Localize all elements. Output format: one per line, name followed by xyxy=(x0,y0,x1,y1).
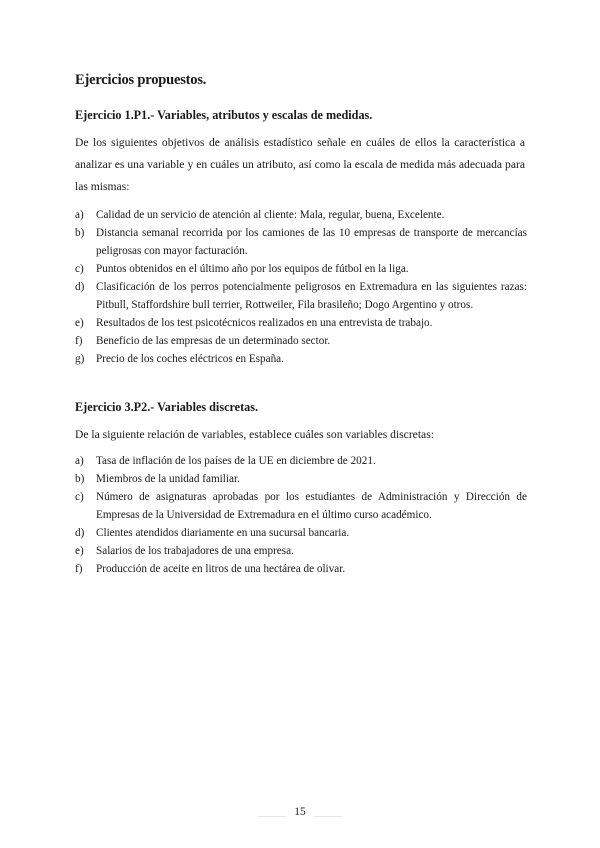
list-item-marker: g) xyxy=(75,353,85,365)
list-item-marker: f) xyxy=(75,335,83,347)
list-item xyxy=(75,260,527,278)
exercise-3-title: Ejercicio 3.P2.- Variables discretas. xyxy=(75,400,259,414)
list-item-marker: c) xyxy=(75,491,84,503)
list-item-text: Beneficio de las empresas de un determinado sector. xyxy=(96,335,331,347)
list-item xyxy=(75,452,527,470)
list-item-text: Clasificación de los perros potencialmente peligrosos en Extremadura en las siguientes razas: Pitbull, Staffordshire bull terrier, Rottweiler, Fila brasileño; Dogo Argentino y otros. xyxy=(96,281,527,311)
list-item xyxy=(75,224,527,260)
list-item xyxy=(75,206,527,224)
list-item-marker: d) xyxy=(75,281,85,293)
list-item xyxy=(75,314,527,332)
list-item-text: Clientes atendidos diariamente en una sucursal bancaria. xyxy=(96,527,350,539)
exercise-3-list xyxy=(75,452,527,578)
list-item-text: Tasa de inflación de los países de la UE en diciembre de 2021. xyxy=(96,455,376,467)
list-item-marker: e) xyxy=(75,317,84,329)
section-title: Ejercicios propuestos. xyxy=(75,72,207,88)
list-item xyxy=(75,542,527,560)
list-item-text: Resultados de los test psicotécnicos realizados en una entrevista de trabajo. xyxy=(96,317,433,329)
list-item-text: Puntos obtenidos en el último año por los equipos de fútbol en la liga. xyxy=(96,263,409,275)
list-item-text: Producción de aceite en litros de una hectárea de olivar. xyxy=(96,563,346,575)
list-item-marker: e) xyxy=(75,545,84,557)
list-item-marker: c) xyxy=(75,263,84,275)
exercise-1-list xyxy=(75,206,527,368)
exercise-1-intro: De los siguientes objetivos de análisis estadístico señale en cuáles de ellos la característica a analizar es una variable y en cuáles un atributo, así como la escala de medida más adecuada para las mismas: xyxy=(75,136,525,193)
list-item-text: Número de asignaturas aprobadas por los estudiantes de Administración y Dirección de Empresas de la Universidad de Extremadura en el último curso académico. xyxy=(96,491,527,521)
list-item-marker: a) xyxy=(75,209,84,221)
list-item-text: Miembros de la unidad familiar. xyxy=(96,473,240,485)
list-item-marker: d) xyxy=(75,527,85,539)
list-item xyxy=(75,488,527,524)
list-item xyxy=(75,560,527,578)
exercise-1-title: Ejercicio 1.P1.- Variables, atributos y escalas de medidas. xyxy=(75,108,373,122)
list-item xyxy=(75,278,527,314)
list-item xyxy=(75,470,527,488)
list-item-text: Salarios de los trabajadores de una empresa. xyxy=(96,545,294,557)
list-item-marker: a) xyxy=(75,455,84,467)
list-item xyxy=(75,524,527,542)
list-item-text: Precio de los coches eléctricos en España. xyxy=(96,353,284,365)
list-item-text: Calidad de un servicio de atención al cliente: Mala, regular, buena, Excelente. xyxy=(96,209,445,221)
list-item xyxy=(75,332,527,350)
list-item-marker: b) xyxy=(75,227,85,239)
list-item-marker: f) xyxy=(75,563,83,575)
list-item-marker: b) xyxy=(75,473,85,485)
list-item-text: Distancia semanal recorrida por los camiones de las 10 empresas de transporte de mercancías peligrosas con mayor facturación. xyxy=(96,227,527,257)
exercise-3-intro: De la siguiente relación de variables, establece cuáles son variables discretas: xyxy=(75,428,434,441)
page-number: 15 xyxy=(294,806,306,818)
list-item xyxy=(75,350,527,368)
